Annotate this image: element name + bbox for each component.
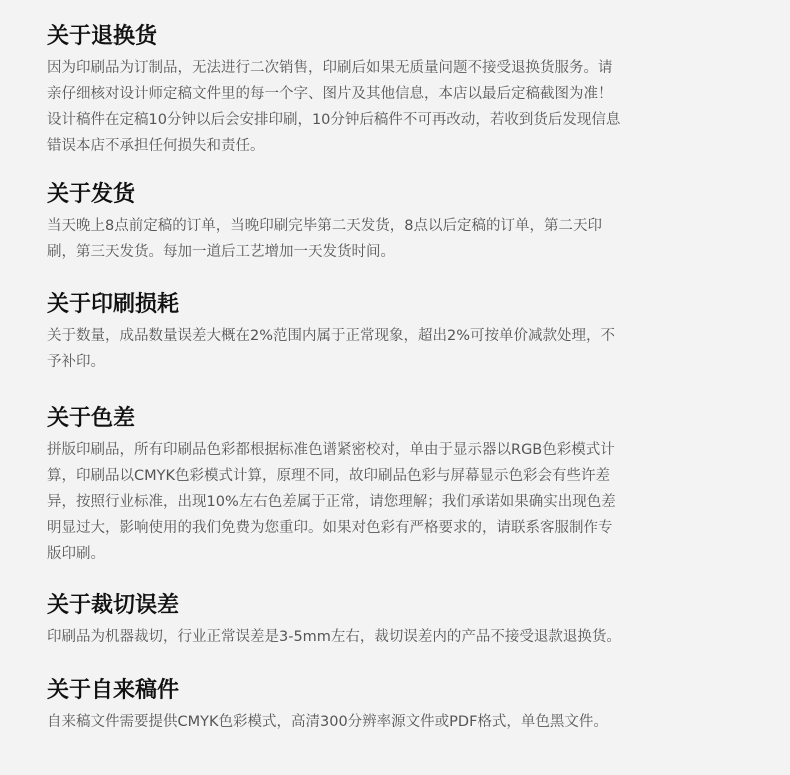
section-title: 关于自来稿件: [47, 678, 180, 703]
section-cutting-error: [47, 591, 752, 650]
section-title: 关于退换货: [47, 24, 158, 49]
body-line: 因为印刷品为订制品，无法进行二次销售，印刷后如果无质量问题不接受退换货服务。请: [47, 60, 613, 76]
section-body: [47, 213, 752, 265]
section-body: [47, 323, 752, 375]
body-line: 自来稿文件需要提供CMYK色彩模式，高清300分辨率源文件或PDF格式，单色黑文件。: [47, 714, 608, 730]
body-line: 予补印。: [47, 354, 105, 370]
body-line: 亲仔细核对设计师定稿文件里的每一个字、图片及其他信息，本店以最后定稿截图为准！: [47, 86, 613, 102]
body-line: 异，按照行业标准，出现10%左右色差属于正常，请您理解；我们承诺如果确实出现色差: [47, 494, 616, 510]
section-title: 关于裁切误差: [47, 593, 180, 618]
section-color-diff: [47, 404, 752, 567]
body-line: 明显过大，影响使用的我们免费为您重印。如果对色彩有严格要求的，请联系客服制作专: [47, 520, 613, 536]
body-line: 刷，第三天发货。每加一道后工艺增加一天发货时间。: [47, 244, 395, 260]
section-own-files: [47, 676, 752, 735]
section-body: [47, 709, 752, 735]
section-title: 关于色差: [47, 406, 136, 431]
body-line: 印刷品为机器裁切，行业正常误差是3-5mm左右，裁切误差内的产品不接受退款退换货。: [47, 629, 621, 645]
section-returns: [47, 22, 752, 159]
body-line: 拼版印刷品，所有印刷品色彩都根据标准色谱紧密校对，单由于显示器以RGB色彩模式计: [47, 442, 615, 458]
section-shipping: [47, 180, 752, 265]
body-line: 错误本店不承担任何损失和责任。: [47, 138, 265, 154]
section-print-loss: [47, 290, 752, 375]
section-title: 关于印刷损耗: [47, 292, 180, 317]
body-line: 关于数量，成品数量误差大概在2%范围内属于正常现象，超出2%可按单价减款处理，不: [47, 328, 616, 344]
body-line: 算，印刷品以CMYK色彩模式计算，原理不同，故印刷品色彩与屏幕显示色彩会有些许差: [47, 468, 610, 484]
body-line: 设计稿件在定稿10分钟以后会安排印刷，10分钟后稿件不可再改动，若收到货后发现信息: [47, 112, 621, 128]
body-line: 当天晚上8点前定稿的订单，当晚印刷完毕第二天发货，8点以后定稿的订单，第二天印: [47, 218, 602, 234]
section-body: [47, 55, 752, 159]
section-body: [47, 624, 752, 650]
section-title: 关于发货: [47, 182, 136, 207]
section-body: [47, 437, 752, 567]
body-line: 版印刷。: [47, 546, 105, 562]
